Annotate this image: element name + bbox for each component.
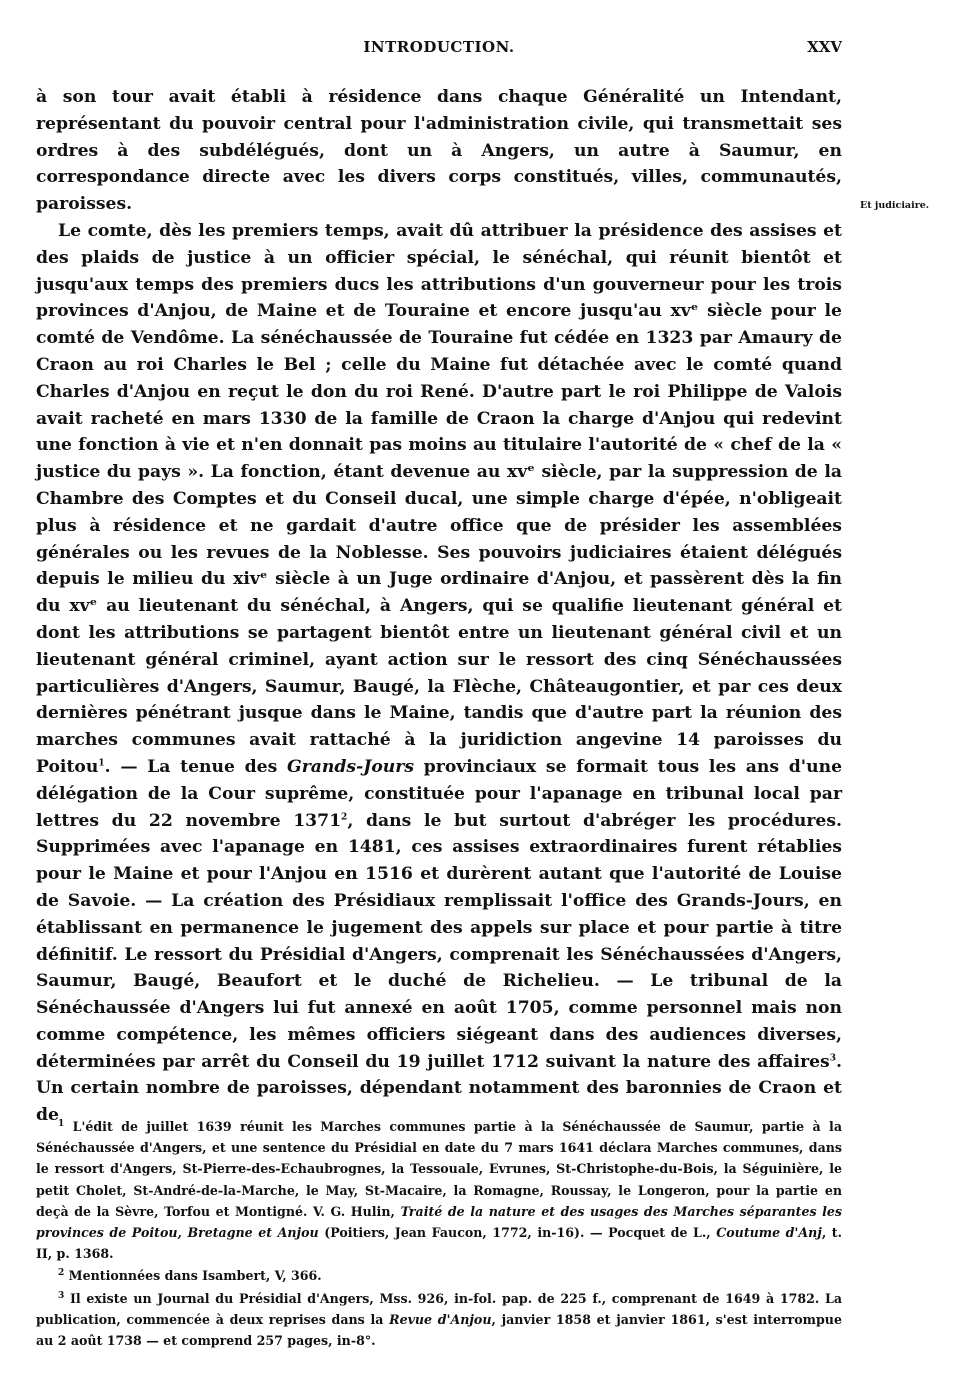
footnotes <box>36 1116 842 1351</box>
footnote-1-text-2: (Poitiers, Jean Faucon, 1772, in-16). — Pocquet de L., <box>318 1225 717 1241</box>
footnote-1-text-3: , t. II, p. 1368. <box>36 1225 842 1262</box>
footnote-ref-1: 1 <box>98 758 105 769</box>
running-header <box>36 38 842 62</box>
footnote-3-number: 3 <box>58 1290 65 1301</box>
running-title: INTRODUCTION. <box>363 38 515 56</box>
footnote-ref-3: 3 <box>829 1052 837 1063</box>
footnote-3 <box>36 1288 842 1352</box>
page-number: XXV <box>807 38 842 56</box>
paragraph-2-part-e: . Un certain nombre de paroisses, dépendant notamment des baronnies de Craon et de <box>36 1051 842 1126</box>
footnote-1-number: 1 <box>58 1118 65 1129</box>
footnote-3-text-2: , janvier 1858 et janvier 1861, s'est interrompue au 2 août 1738 — et comprend 257 pages, in-8°. <box>36 1311 842 1349</box>
footnote-1 <box>36 1116 842 1264</box>
footnote-2-text: Mentionnées dans Isambert, V, 366. <box>64 1268 322 1284</box>
paragraph-2-part-c: provinciaux se formait tous les ans d'une délégation de la Cour suprême, constituée pour l'apanage en tribunal local par lettres du 22 novembre 1371 <box>36 756 843 831</box>
footnote-1-italic-title-2: Coutume d'Anj <box>716 1225 822 1241</box>
footnote-ref-2: 2 <box>341 811 348 822</box>
paragraph-2-part-d: , dans le but surtout d'abréger les procédures. Supprimées avec l'apanage en 1481, ces assises extraordinaires furent rétablies pour le Maine et pour l'Anjou en 1516 et durèrent autant que l'autorité de Louise de Savoie. — La création des Présidiaux remplissait l'office des Grands-Jours, en établissant en permanence le jugement des appels sur place et pour partie à titre définitif. Le ressort du Présidial d'Angers, comprenait les Sénéchaussées d'Angers, Saumur, Baugé, Beaufort et le duché de Richelieu. — Le tribunal de la Sénéchaussée d'Angers lui fut annexé en août 1705, comme personnel mais non comme compétence, les mêmes officiers siégeant dans des audiences diverses, déterminées par arrêt du Conseil du 19 juillet 1712 suivant la nature des affaires <box>36 810 842 1072</box>
paragraph-2 <box>36 218 842 1129</box>
footnote-2 <box>36 1265 842 1286</box>
paragraph-2-part-b: . — La tenue des <box>104 756 288 777</box>
footnote-3-italic-title: Revue d'Anjou <box>389 1311 492 1327</box>
paragraph-2-part-a: Le comte, dès les premiers temps, avait dû attribuer la présidence des assises et des plaids de justice à un officier spécial, le sénéchal, qui réunit bientôt et jusqu'aux temps des premiers ducs les attributions d'un gouverneur pour les trois provinces d'Anjou, de Maine et de Touraine et encore jusqu'au xvᵉ siècle pour le comté de Vendôme. La sénéchaussée de Touraine fut cédée en 1323 par Amaury de Craon au roi Charles le Bel ; celle du Maine fut détachée avec le comté quand Charles d'Anjou en reçut le don du roi René. D'autre part le roi Philippe de Valois avait racheté en mars 1330 de la famille de Craon la charge d'Anjou qui redevint une fonction à vie et n'en donnait pas moins au titulaire l'autorité de « chef de la « justice du pays ». La fonction, étant devenue au xvᵉ siècle, par la suppression de la Chambre des Comptes et du Conseil ducal, une simple charge d'épée, n'obligeait plus à résidence et ne gardait d'autre office que de présider les assemblées générales ou les revues de la Noblesse. Ses pouvoirs judiciaires étaient délégués depuis le milieu du xivᵉ siècle à un Juge ordinaire d'Anjou, et passèrent dès la fin du xvᵉ au lieutenant du sénéchal, à Angers, qui se qualifie lieutenant général et dont les attributions se partagent bientôt entre un lieutenant général civil et un lieutenant général criminel, ayant action sur le ressort des cinq Sénéchaussées particulières d'Angers, Saumur, Baugé, la Flèche, Châteaugontier, et par ces deux dernières pénétrant jusque dans le Maine, tandis que d'autre part la réunion des marches communes avait rattaché à la juridiction angevine 14 paroisses du Poitou <box>36 220 842 777</box>
footnote-1-text: L'édit de juillet 1639 réunit les Marches communes partie à la Sénéchaussée de Saumur, partie à la Sénéchaussée d'Angers, et une sentence du Présidial en date du 7 mars 1641 déclara Marches communes, dans le ressort d'Angers, St-Pierre-des-Echaubrognes, la Tessouale, Evrunes, St-Christophe-du-Bois, la Séguinière, le petit Cholet, St-André-de-la-Marche, le May, St-Macaire, la Romagne, Roussay, le Longeron, pour la partie en deçà de la Sèvre, Torfou et Montigné. V. G. Hulin, <box>36 1119 842 1219</box>
body-text <box>36 84 842 1129</box>
margin-note: Et judiciaire. <box>860 200 930 211</box>
footnote-3-text: Il existe un Journal du Présidial d'Angers, Mss. 926, in-fol. pap. de 225 f., comprenant de 1649 à 1782. La publication, commencée à deux reprises dans la <box>36 1290 842 1327</box>
footnote-1-italic-title: Traité de la nature et des usages des Marches séparantes les provinces de Poitou, Bretagne et Anjou <box>36 1203 842 1241</box>
footnote-2-number: 2 <box>58 1268 65 1279</box>
paragraph-1: à son tour avait établi à résidence dans chaque Généralité un Intendant, représentant du pouvoir central pour l'administration civile, qui transmettait ses ordres à des subdélégués, dont un à Angers, un autre à Saumur, en correspondance directe avec les divers corps constitués, villes, communautés, paroisses. <box>36 87 842 215</box>
grands-jours-italic: Grands-Jours <box>287 756 415 777</box>
